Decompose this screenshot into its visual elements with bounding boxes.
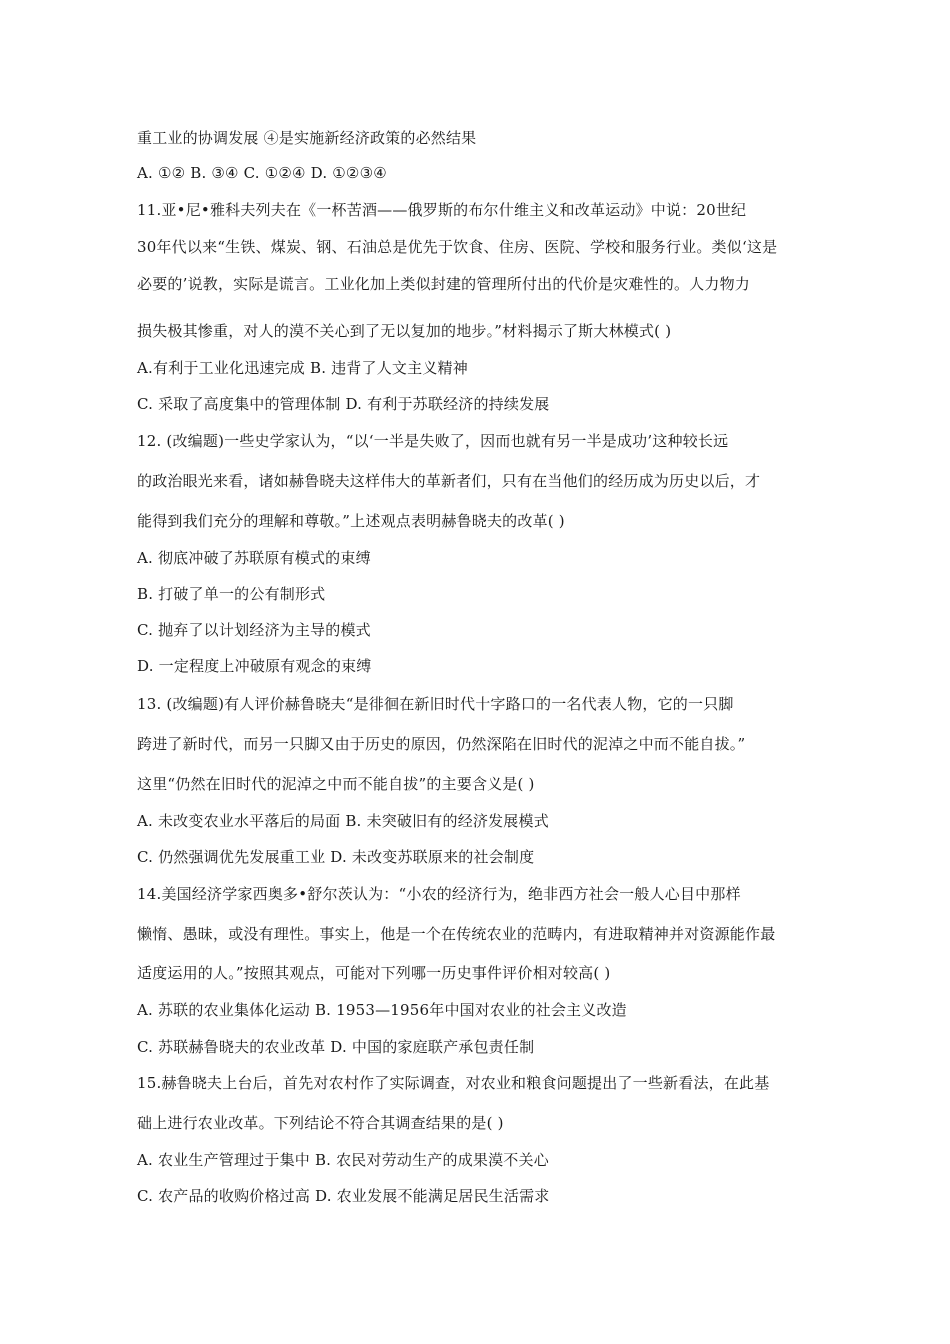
q11-stem-line-1: 11.亚•尼•雅科夫列夫在《一杯苦酒——俄罗斯的布尔什维主义和改革运动》中说：20世纪: [137, 201, 747, 219]
q14-stem-line-3: 适度运用的人。”按照其观点，可能对下列哪一历史事件评价相对较高( ): [137, 964, 611, 982]
q13-stem-line-2: 跨进了新时代，而另一只脚又由于历史的原因，仍然深陷在旧时代的泥淖之中而不能自拔。”: [137, 735, 746, 753]
q11-stem-line-2: 30年代以来“生铁、煤炭、钢、石油总是优先于饮食、住房、医院、学校和服务行业。类似‘这是: [137, 238, 778, 256]
q15-options-ab: A. 农业生产管理过于集中 B. 农民对劳动生产的成果漠不关心: [137, 1151, 549, 1169]
q14-options-cd: C. 苏联赫鲁晓夫的农业改革 D. 中国的家庭联产承包责任制: [137, 1038, 535, 1056]
q12-stem-line-2: 的政治眼光来看，诸如赫鲁晓夫这样伟大的革新者们，只有在当他们的经历成为历史以后，才: [137, 472, 761, 490]
q10-options: A. ①② B. ③④ C. ①②④ D. ①②③④: [137, 164, 387, 182]
q13-stem-line-1: 13. (改编题)有人评价赫鲁晓夫“是徘徊在新旧时代十字路口的一名代表人物，它的一只脚: [137, 695, 734, 713]
q13-stem-line-3: 这里“仍然在旧时代的泥淖之中而不能自拔”的主要含义是( ): [137, 775, 535, 793]
q11-stem-line-4: 损失极其惨重，对人的漠不关心到了无以复加的地步。”材料揭示了斯大林模式( ): [137, 322, 672, 340]
q12-option-c: C. 抛弃了以计划经济为主导的模式: [137, 621, 371, 639]
q14-stem-line-1: 14.美国经济学家西奥多•舒尔茨认为：“小农的经济行为，绝非西方社会一般人心目中那样: [137, 885, 741, 903]
q11-options-cd: C. 采取了高度集中的管理体制 D. 有利于苏联经济的持续发展: [137, 395, 550, 413]
q15-stem-line-1: 15.赫鲁晓夫上台后，首先对农村作了实际调查，对农业和粮食问题提出了一些新看法，在此基: [137, 1074, 770, 1092]
q12-stem-line-3: 能得到我们充分的理解和尊敬。”上述观点表明赫鲁晓夫的改革( ): [137, 512, 565, 530]
q14-stem-line-2: 懒惰、愚昧，或没有理性。事实上，他是一个在传统农业的范畴内，有进取精神并对资源能作最: [137, 925, 776, 943]
q13-options-ab: A. 未改变农业水平落后的局面 B. 未突破旧有的经济发展模式: [137, 812, 549, 830]
q12-stem-line-1: 12. (改编题)一些史学家认为，“以‘一半是失败了，因而也就有另一半是成功’这种较长远: [137, 432, 729, 450]
q11-options-ab: A.有利于工业化迅速完成 B. 违背了人文主义精神: [137, 359, 468, 377]
q15-options-cd: C. 农产品的收购价格过高 D. 农业发展不能满足居民生活需求: [137, 1187, 550, 1205]
q13-options-cd: C. 仍然强调优先发展重工业 D. 未改变苏联原来的社会制度: [137, 848, 535, 866]
q12-option-b: B. 打破了单一的公有制形式: [137, 585, 326, 603]
text-line-continuation: 重工业的协调发展 ④是实施新经济政策的必然结果: [137, 129, 477, 147]
q11-stem-line-3: 必要的’说教，实际是谎言。工业化加上类似封建的管理所付出的代价是灾难性的。人力物力: [137, 275, 750, 293]
q14-options-ab: A. 苏联的农业集体化运动 B. 1953—1956年中国对农业的社会主义改造: [137, 1001, 627, 1019]
q12-option-d: D. 一定程度上冲破原有观念的束缚: [137, 657, 372, 675]
q15-stem-line-2: 础上进行农业改革。下列结论不符合其调查结果的是( ): [137, 1114, 504, 1132]
q12-option-a: A. 彻底冲破了苏联原有模式的束缚: [137, 549, 371, 567]
